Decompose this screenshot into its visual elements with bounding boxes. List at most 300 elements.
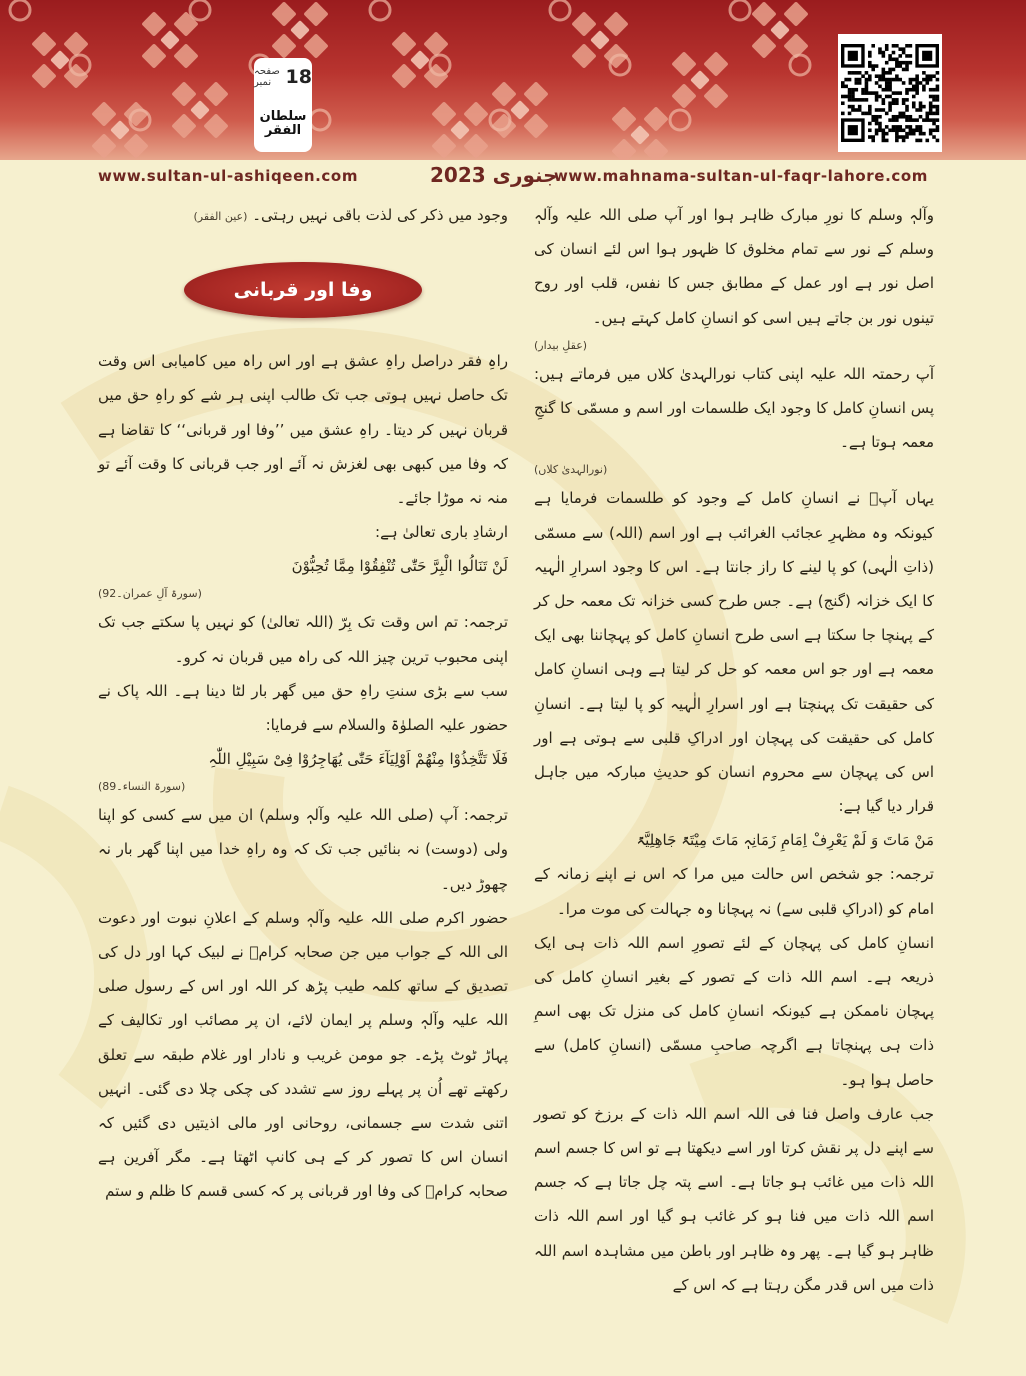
qr-module — [895, 74, 899, 78]
qr-module — [932, 112, 936, 116]
qr-module — [932, 74, 936, 78]
qr-module — [909, 81, 913, 85]
qr-module — [929, 118, 933, 122]
pattern-tile — [703, 83, 728, 108]
qr-module — [858, 81, 862, 85]
left-arabic-verse: لَنْ تَنَالُوا الْبِرَّ حَتّٰی تُنْفِقُوْا مِمَّا تُحِبُّوْنَ — [291, 557, 508, 576]
qr-module — [919, 81, 923, 85]
pattern-tile — [491, 81, 516, 106]
right-paragraph: یہاں آپؒ نے انسانِ کامل کے وجود کو طلسمات فرمایا ہے کیونکہ وہ مظہرِ عجائب الغرائب ہے اور اسم (اللہ) سے مسمّی (ذاتِ الٰہی) کو پا لینے کا راز جانتا ہے۔ اس کا وجود اسرارِ الٰہیہ کا ایک خزانہ (گنج) ہے۔ جس طرح کسی خزانہ تک معمہ حل کر کے پہنچا جا سکتا ہے اسی طرح انسانِ کامل کو پہچاننا بھی ایک معمہ ہے اور جو اس معمہ کو حل کر لیتا ہے وہی انسانِ کامل کی حقیقت تک پہنچتا ہے اور اسرارِ الٰہیہ کو پا لیتا ہے۔ انسانِ کامل کی حقیقت کی پہچان اور ادراکِ قلبی سے ہوتی ہے اور اس کی پہچان سے محروم انسان کو حدیثِ مبارکہ میں جاہل قرار دیا گیا ہے: — [534, 489, 934, 816]
qr-module — [902, 139, 906, 143]
pattern-tile — [410, 50, 430, 70]
qr-module — [875, 132, 879, 136]
qr-module — [922, 105, 926, 109]
qr-module — [892, 44, 896, 48]
qr-module — [882, 98, 886, 102]
qr-module — [892, 51, 896, 55]
qr-finder — [848, 125, 858, 135]
pattern-tile — [203, 113, 228, 138]
qr-module — [905, 68, 909, 72]
qr-module — [932, 88, 936, 92]
page-number-badge — [254, 58, 312, 96]
qr-module — [841, 101, 845, 105]
logo-text: سلطان الفقر — [259, 108, 307, 138]
qr-module — [898, 112, 902, 116]
qr-module — [902, 101, 906, 105]
qr-module — [885, 85, 889, 89]
qr-module — [929, 78, 933, 82]
qr-module — [902, 98, 906, 102]
qr-module — [878, 125, 882, 129]
qr-module — [932, 95, 936, 99]
right-paragraph: آپ رحمتہ اللہ علیہ اپنی کتاب نورالہدیٰ کلاں میں فرماتے ہیں: پس انسانِ کامل کا وجود ایک طلسمات اور اسم و مسمّی کا گنجِ معمہ ہوتا ہے۔ — [534, 364, 934, 452]
pattern-tile — [611, 138, 636, 160]
qr-module — [888, 68, 892, 72]
qr-module — [882, 132, 886, 136]
pattern-tile — [571, 11, 596, 36]
qr-module — [915, 125, 919, 129]
qr-module — [851, 105, 855, 109]
qr-module — [892, 118, 896, 122]
qr-module — [841, 95, 845, 99]
right-paragraph: جب عارف واصل فنا فی اللہ اسم اللہ ذات کے برزخ کو تصور سے اپنے دل پر نقش کرتا اور اسے دیکھتا ہے تو اس کا جسم اسم اللہ ذات میں غائب ہو جاتا ہے۔ اسے پتہ چل جاتا ہے کہ جسم اسم اللہ ذات میں فنا ہو کر غائب ہو گیا اور اسم اللہ ذات ظاہر ہو گیا ہے۔ پھر وہ ظاہر اور باطن میں مشاہدہ اسم اللہ ذات میں اس قدر مگن رہتا ہے کہ اس کے — [534, 1104, 934, 1294]
qr-module — [865, 81, 869, 85]
qr-module — [858, 108, 862, 112]
qr-module — [929, 108, 933, 112]
qr-module — [855, 108, 859, 112]
qr-module — [936, 98, 940, 102]
qr-module — [878, 122, 882, 126]
pattern-tile — [770, 20, 790, 40]
pattern-tile — [63, 31, 88, 56]
qr-module — [871, 64, 875, 68]
qr-module — [922, 88, 926, 92]
qr-module — [855, 98, 859, 102]
qr-module — [868, 51, 872, 55]
qr-module — [855, 81, 859, 85]
qr-module — [922, 132, 926, 136]
qr-module — [932, 98, 936, 102]
qr-module — [932, 122, 936, 126]
qr-module — [868, 61, 872, 65]
page-number: 18 — [285, 66, 312, 88]
qr-module — [909, 54, 913, 58]
qr-module — [929, 88, 933, 92]
pattern-ring — [10, 0, 30, 20]
qr-module — [844, 85, 848, 89]
qr-module — [871, 118, 875, 122]
qr-module — [878, 128, 882, 132]
left-paragraph: ترجمہ: تم اس وقت تک بِرّ (اللہ تعالیٰ) کو نہیں پا سکتے جب تک اپنی محبوب ترین چیز اللہ کی راہ میں قربان نہ کرو۔ — [98, 613, 508, 666]
qr-module — [861, 88, 865, 92]
qr-module — [882, 74, 886, 78]
left-column-body — [98, 344, 508, 1208]
qr-module — [868, 78, 872, 82]
qr-module — [905, 115, 909, 119]
qr-module — [909, 61, 913, 65]
qr-module — [905, 91, 909, 95]
qr-module — [895, 44, 899, 48]
qr-module — [912, 88, 916, 92]
qr-module — [905, 135, 909, 139]
left-intro-reference: (عین الفقر) — [193, 210, 248, 223]
qr-module — [895, 132, 899, 136]
pattern-tile — [603, 11, 628, 36]
qr-module — [932, 105, 936, 109]
qr-module — [936, 118, 940, 122]
pattern-tile — [303, 1, 328, 26]
section-title-text: وفا اور قربانی — [233, 279, 373, 302]
qr-module — [902, 61, 906, 65]
qr-module — [909, 44, 913, 48]
qr-module — [898, 64, 902, 68]
pattern-tile — [751, 1, 776, 26]
qr-module — [868, 64, 872, 68]
qr-module — [885, 125, 889, 129]
qr-module — [936, 139, 940, 143]
qr-module — [919, 115, 923, 119]
pattern-tile — [590, 30, 610, 50]
url-bar — [0, 160, 1026, 192]
qr-module — [936, 71, 940, 75]
qr-module — [841, 112, 845, 116]
qr-module — [895, 118, 899, 122]
qr-module — [898, 125, 902, 129]
qr-module — [905, 105, 909, 109]
pattern-tile — [190, 100, 210, 120]
qr-module — [919, 101, 923, 105]
header-band — [0, 0, 1026, 160]
qr-module — [878, 95, 882, 99]
qr-module — [925, 115, 929, 119]
qr-module — [865, 78, 869, 82]
qr-module — [912, 132, 916, 136]
qr-module — [858, 71, 862, 75]
qr-module — [865, 85, 869, 89]
qr-module — [848, 71, 852, 75]
qr-module — [861, 112, 865, 116]
qr-module — [936, 105, 940, 109]
qr-module — [875, 81, 879, 85]
pattern-tile — [391, 63, 416, 88]
qr-module — [902, 135, 906, 139]
pattern-tile — [671, 51, 696, 76]
qr-module — [858, 78, 862, 82]
qr-module — [912, 118, 916, 122]
pattern-tile — [463, 133, 488, 158]
qr-module — [912, 78, 916, 82]
right-reference: (عقلِ بیدار) — [534, 338, 588, 352]
qr-module — [861, 91, 865, 95]
qr-module — [895, 78, 899, 82]
qr-finder — [922, 51, 932, 61]
qr-code-icon — [838, 34, 942, 152]
qr-module — [915, 118, 919, 122]
qr-module — [892, 91, 896, 95]
qr-module — [851, 108, 855, 112]
pattern-tile — [671, 83, 696, 108]
qr-module — [912, 101, 916, 105]
pattern-tile — [431, 133, 456, 158]
qr-module — [936, 85, 940, 89]
pattern-tile — [783, 1, 808, 26]
qr-module — [909, 78, 913, 82]
qr-module — [875, 115, 879, 119]
pattern-tile — [110, 120, 130, 140]
qr-module — [885, 88, 889, 92]
qr-module — [871, 91, 875, 95]
qr-module — [909, 132, 913, 136]
pattern-tile — [91, 101, 116, 126]
qr-module — [925, 139, 929, 143]
qr-module — [892, 68, 896, 72]
qr-module — [878, 47, 882, 51]
qr-module — [865, 98, 869, 102]
qr-module — [895, 98, 899, 102]
qr-module — [851, 88, 855, 92]
qr-module — [902, 68, 906, 72]
pattern-tile — [303, 33, 328, 58]
qr-module — [892, 125, 896, 129]
website-url-left[interactable]: www.sultan-ul-ashiqeen.com — [98, 167, 359, 185]
qr-module — [885, 132, 889, 136]
right-paragraph: وآلہٖ وسلم کا نورِ مبارک ظاہر ہوا اور آپ صلی اللہ علیہ وآلہٖ وسلم کے نور سے تمام مخلوق کا ظہور ہوا اس لئے انسان کی اصل نور ہے اور عمل کے مطابق جس کا نفس، قلب اور روح تینوں نور بن جاتے ہیں اسی کو انسانِ کامل کہتے ہیں۔ — [534, 206, 934, 327]
qr-module — [848, 98, 852, 102]
qr-module — [885, 139, 889, 143]
qr-module — [936, 125, 940, 129]
qr-module — [895, 64, 899, 68]
qr-module — [882, 68, 886, 72]
pattern-ring — [670, 110, 690, 130]
qr-module — [875, 122, 879, 126]
qr-module — [841, 81, 845, 85]
qr-module — [878, 85, 882, 89]
qr-module — [929, 74, 933, 78]
pattern-tile — [450, 120, 470, 140]
qr-module — [936, 78, 940, 82]
pattern-tile — [123, 133, 148, 158]
left-paragraph: سب سے بڑی سنتِ راہِ حق میں گھر بار لٹا دینا ہے۔ اللہ پاک نے حضور علیہ الصلوٰۃ والسلام سے فرمایا: — [98, 681, 508, 735]
qr-module — [875, 95, 879, 99]
qr-module — [865, 71, 869, 75]
pattern-tile — [463, 101, 488, 126]
qr-module — [912, 105, 916, 109]
qr-module — [925, 74, 929, 78]
qr-module — [868, 91, 872, 95]
pattern-tile — [391, 31, 416, 56]
qr-module — [892, 115, 896, 119]
qr-module — [882, 71, 886, 75]
qr-module — [888, 85, 892, 89]
qr-module — [929, 132, 933, 136]
pattern-tile — [141, 43, 166, 68]
qr-module — [892, 78, 896, 82]
qr-module — [902, 47, 906, 51]
qr-module — [898, 115, 902, 119]
qr-module — [895, 135, 899, 139]
qr-module — [848, 91, 852, 95]
qr-module — [871, 44, 875, 48]
qr-module — [905, 118, 909, 122]
qr-module — [919, 125, 923, 129]
qr-module — [905, 64, 909, 68]
qr-module — [895, 61, 899, 65]
qr-module — [882, 78, 886, 82]
website-url-right[interactable]: www.mahnama-sultan-ul-faqr-lahore.com — [553, 167, 928, 185]
qr-module — [871, 139, 875, 143]
pattern-tile — [31, 63, 56, 88]
qr-module — [915, 91, 919, 95]
qr-module — [888, 71, 892, 75]
qr-module — [885, 71, 889, 75]
left-arabic-verse: فَلَا تَتَّخِذُوْا مِنْھُمْ اَوْلِیَآءَ حَتّٰی یُھَاجِرُوْا فِیْ سَبِیْلِ اللّٰہِ — [208, 750, 508, 769]
qr-module — [875, 118, 879, 122]
qr-module — [858, 105, 862, 109]
qr-module — [905, 125, 909, 129]
magazine-logo — [254, 96, 312, 152]
qr-module — [898, 47, 902, 51]
qr-module — [922, 85, 926, 89]
qr-module — [919, 105, 923, 109]
qr-module — [888, 118, 892, 122]
qr-module — [882, 135, 886, 139]
qr-module — [922, 78, 926, 82]
qr-module — [929, 128, 933, 132]
qr-module — [919, 128, 923, 132]
pattern-tile — [571, 43, 596, 68]
pattern-ring — [790, 55, 810, 75]
qr-module — [888, 101, 892, 105]
qr-module — [888, 81, 892, 85]
qr-module — [902, 112, 906, 116]
qr-module — [898, 135, 902, 139]
qr-module — [925, 81, 929, 85]
qr-module — [885, 95, 889, 99]
qr-module — [925, 118, 929, 122]
left-paragraph: حضور اکرم صلی اللہ علیہ وآلہٖ وسلم کے اعلانِ نبوت اور دعوت الی اللہ کے جواب میں جن صحابہ کرامؓ نے لبیک کہا اور دل کی تصدیق کے ساتھ کلمہ طیب پڑھ کر اللہ اور اس کے رسول صلی اللہ علیہ وآلہٖ وسلم پر ایمان لائے، ان پر مصائب اور تکالیف کے پہاڑ ٹوٹ پڑے۔ جو مومن غریب و نادار اور غلام طبقہ سے تعلق رکھتے تھے اُن پر پہلے روز سے تشدد کی چکی چلا دی گئی۔ انہیں اتنی شدت سے جسمانی، روحانی اور مالی اذیتیں دی گئیں کہ انسان اس کا تصور کر کے ہی کانپ اٹھتا ہے۔ مگر آفرین ہے صحابہ کرامؓ کی وفا اور قربانی پر کہ کسی قسم کا ظلم و ستم — [98, 908, 508, 1201]
qr-module — [865, 91, 869, 95]
qr-module — [848, 95, 852, 99]
left-paragraph: ارشادِ باری تعالیٰ ہے: — [375, 523, 508, 542]
pattern-tile — [290, 20, 310, 40]
qr-module — [898, 91, 902, 95]
pattern-tile — [423, 63, 448, 88]
qr-module — [919, 139, 923, 143]
qr-module — [898, 128, 902, 132]
right-reference: (نورالہدیٰ کلاں) — [534, 463, 608, 477]
qr-module — [898, 78, 902, 82]
left-intro — [98, 198, 508, 234]
qr-module — [936, 88, 940, 92]
qr-module — [909, 88, 913, 92]
qr-module — [885, 78, 889, 82]
qr-module — [885, 61, 889, 65]
pattern-tile — [690, 70, 710, 90]
pattern-ring — [370, 0, 390, 20]
pattern-tile — [510, 100, 530, 120]
pattern-ring — [550, 0, 570, 20]
pattern-tile — [703, 51, 728, 76]
qr-module — [932, 128, 936, 132]
qr-module — [905, 54, 909, 58]
pattern-ring — [730, 0, 750, 20]
qr-module — [885, 81, 889, 85]
qr-module — [892, 101, 896, 105]
pattern-tile — [643, 138, 668, 160]
pattern-tile — [63, 63, 88, 88]
pattern-ring — [190, 0, 210, 20]
qr-module — [915, 108, 919, 112]
qr-code-graphic — [838, 34, 942, 152]
qr-module — [895, 125, 899, 129]
qr-module — [882, 88, 886, 92]
qr-module — [902, 51, 906, 55]
qr-module — [892, 58, 896, 62]
qr-module — [936, 112, 940, 116]
qr-module — [915, 74, 919, 78]
qr-module — [868, 112, 872, 116]
qr-module — [882, 139, 886, 143]
qr-module — [882, 101, 886, 105]
qr-module — [855, 88, 859, 92]
qr-module — [905, 44, 909, 48]
qr-module — [871, 68, 875, 72]
qr-module — [841, 85, 845, 89]
right-arabic-verse: مَنْ مَاتَ وَ لَمْ یَعْرِفْ اِمَامِ زَمَانِہٖ مَاتَ مِیْتَۃً جَاھِلِیَّۃً — [636, 831, 934, 850]
qr-module — [915, 88, 919, 92]
qr-module — [936, 95, 940, 99]
qr-module — [905, 132, 909, 136]
qr-module — [925, 78, 929, 82]
pattern-tile — [171, 81, 196, 106]
qr-module — [936, 108, 940, 112]
qr-module — [898, 61, 902, 65]
qr-module — [895, 58, 899, 62]
qr-module — [902, 115, 906, 119]
qr-module — [855, 78, 859, 82]
qr-module — [915, 85, 919, 89]
qr-module — [929, 105, 933, 109]
pattern-tile — [643, 106, 668, 131]
qr-module — [875, 128, 879, 132]
qr-module — [895, 128, 899, 132]
qr-module — [922, 118, 926, 122]
qr-module — [878, 78, 882, 82]
qr-module — [888, 105, 892, 109]
qr-module — [844, 95, 848, 99]
qr-module — [844, 78, 848, 82]
qr-module — [909, 125, 913, 129]
qr-module — [878, 115, 882, 119]
qr-module — [885, 47, 889, 51]
qr-module — [898, 54, 902, 58]
qr-module — [932, 118, 936, 122]
pattern-tile — [141, 11, 166, 36]
qr-module — [868, 105, 872, 109]
qr-module — [861, 74, 865, 78]
qr-module — [902, 81, 906, 85]
qr-module — [868, 74, 872, 78]
qr-module — [895, 101, 899, 105]
pattern-tile — [271, 1, 296, 26]
qr-module — [855, 71, 859, 75]
qr-module — [871, 115, 875, 119]
qr-module — [848, 112, 852, 116]
qr-module — [882, 108, 886, 112]
left-reference: (سورۃ آلِ عمران۔92) — [98, 587, 202, 601]
qr-module — [851, 98, 855, 102]
qr-module — [868, 122, 872, 126]
